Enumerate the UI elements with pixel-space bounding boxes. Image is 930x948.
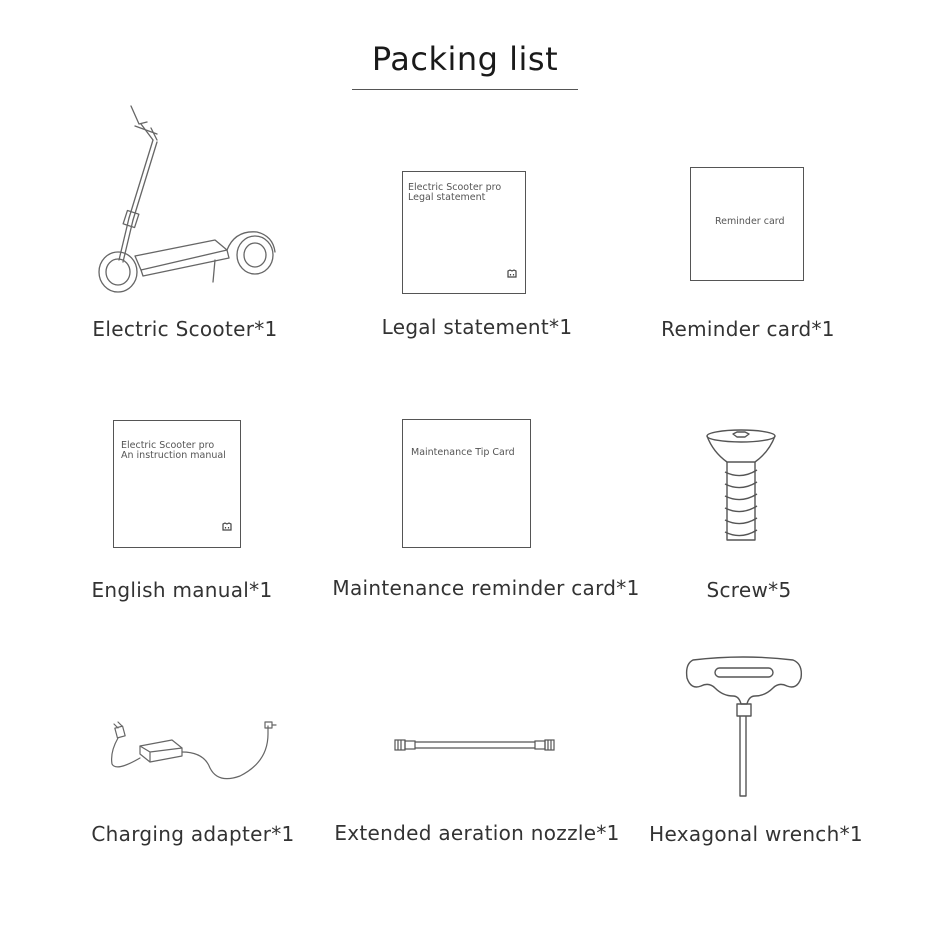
item-label: Charging adapter*1: [91, 822, 295, 846]
title-underline: [352, 89, 578, 90]
charging-adapter-icon: [100, 718, 280, 788]
legal-statement-card-icon: [402, 171, 526, 294]
manual-card-icon: [113, 420, 241, 548]
item-label: Electric Scooter*1: [92, 317, 278, 341]
aeration-nozzle-icon: [394, 737, 556, 753]
item-label: Legal statement*1: [381, 315, 573, 339]
item-label: Screw*5: [706, 578, 792, 602]
item-label: Hexagonal wrench*1: [649, 822, 863, 846]
maintenance-card-icon: [402, 419, 531, 548]
mi-logo-icon: [507, 269, 517, 279]
screw-icon: [705, 428, 777, 546]
page-title: Packing list: [371, 40, 559, 78]
card-text-line: Reminder card: [715, 216, 785, 227]
item-label: Reminder card*1: [661, 317, 835, 341]
card-text-line: Electric Scooter pro: [121, 440, 215, 451]
reminder-card-icon: [690, 167, 804, 281]
hex-wrench-icon: [685, 656, 803, 798]
item-label: Maintenance reminder card*1: [332, 576, 640, 600]
card-text-line: Maintenance Tip Card: [411, 447, 515, 458]
card-text-line: An instruction manual: [121, 450, 226, 461]
scooter-icon: [95, 100, 285, 300]
card-text-line: Legal statement: [408, 192, 486, 203]
mi-logo-icon: [222, 522, 232, 532]
item-label: English manual*1: [91, 578, 273, 602]
card-text-line: Electric Scooter pro: [408, 182, 502, 193]
item-label: Extended aeration nozzle*1: [334, 821, 620, 845]
